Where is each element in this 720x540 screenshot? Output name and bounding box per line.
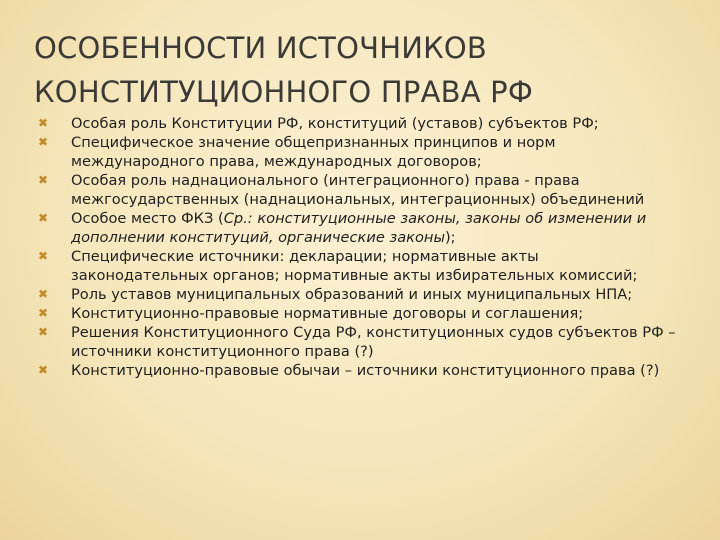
title-line-1: ОСОБЕННОСТИ ИСТОЧНИКОВ [34,31,488,65]
list-item [38,285,678,304]
x-mark-icon: ✖ [38,173,49,187]
list-item [38,361,678,380]
list-item-text: Специфические источники: декларации; нормативные акты законодательных органов; нормативные акты избирательных комиссий; [71,248,638,284]
title-line-2: КОНСТИТУЦИОННОГО ПРАВА РФ [34,75,534,109]
list-item [38,323,678,361]
list-item-text-italic: Ср.: конституционные законы, законы об изменении и дополнении конституций, органические законы [71,210,647,246]
list-item [38,209,678,247]
x-mark-icon: ✖ [38,363,49,377]
list-item-text: Роль уставов муниципальных образований и иных муниципальных НПА; [71,286,633,303]
list-item-text: Конституционно-правовые нормативные договоры и соглашения; [71,305,584,322]
list-item-text: Специфическое значение общепризнанных принципов и норм международного права, международных договоров; [71,134,556,170]
page-title [34,26,684,114]
list-item [38,114,678,133]
list-item-text-before: Особое место ФКЗ ( [71,210,224,227]
list-item [38,171,678,209]
x-mark-icon: ✖ [38,211,49,225]
x-mark-icon: ✖ [38,306,49,320]
list-item [38,133,678,171]
x-mark-icon: ✖ [38,287,49,301]
list-item [38,304,678,323]
list-item-text: Особая роль наднационального (интеграционного) права - права межгосударственных (наднациональных, интеграционных) объединений [71,172,645,208]
x-mark-icon: ✖ [38,325,49,339]
list-item-text: Решения Конституционного Суда РФ, конституционных судов субъектов РФ – источники конституционного права (?) [71,324,676,360]
list-item [38,247,678,285]
x-mark-icon: ✖ [38,116,49,130]
bullet-list [38,114,678,380]
x-mark-icon: ✖ [38,135,49,149]
list-item-text-after: ); [444,229,456,246]
list-item-text: Конституционно-правовые обычаи – источники конституционного права (?) [71,362,660,379]
list-item-text: Особая роль Конституции РФ, конституций (уставов) субъектов РФ; [71,115,599,132]
x-mark-icon: ✖ [38,249,49,263]
